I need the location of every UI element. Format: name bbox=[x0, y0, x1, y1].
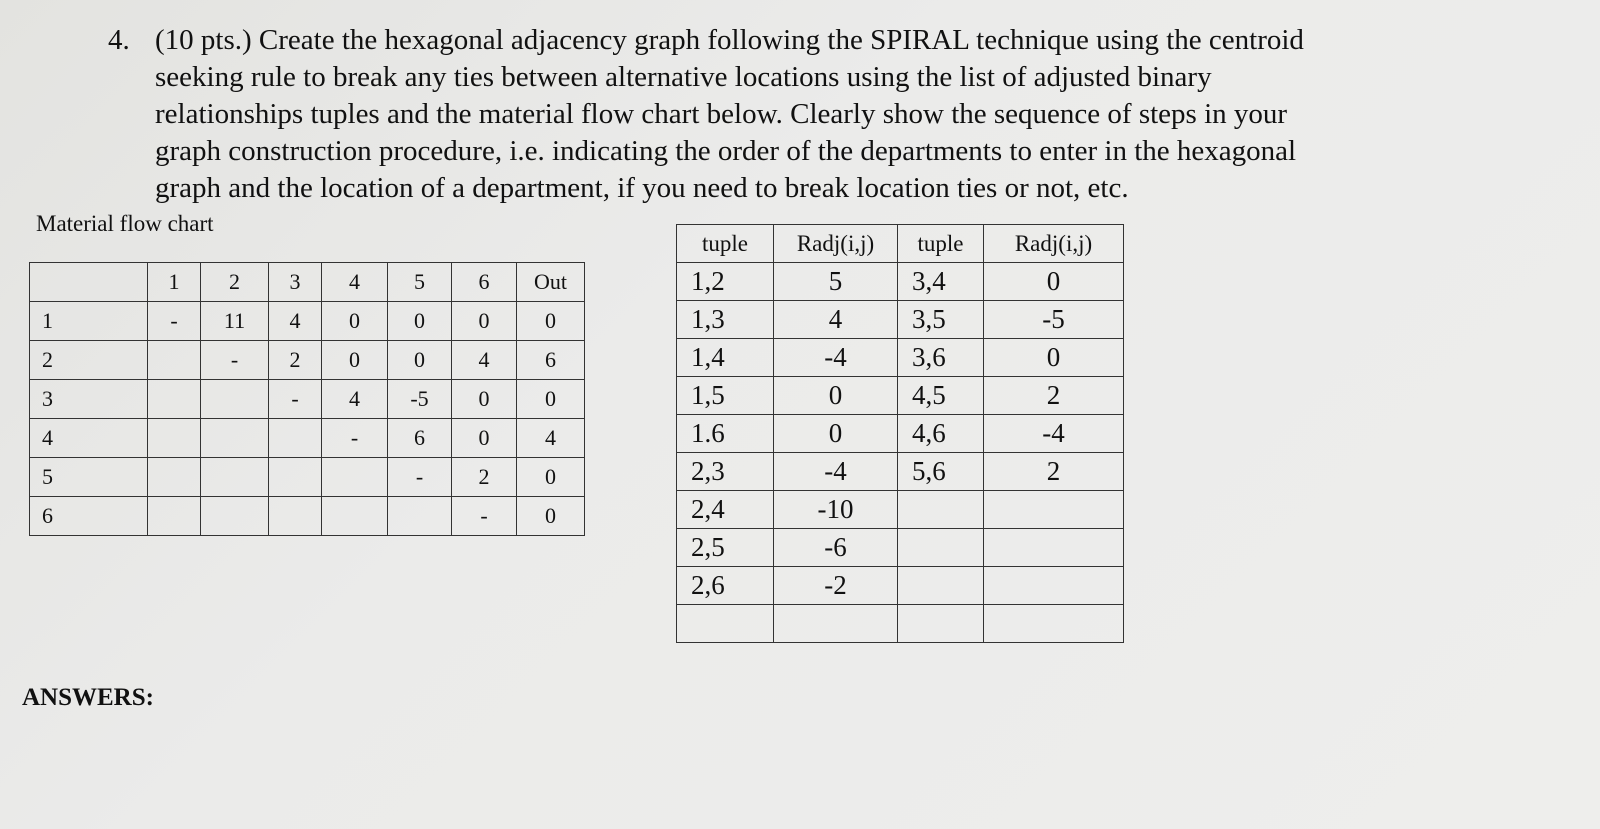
table-cell: - bbox=[452, 497, 517, 536]
table-header-cell bbox=[30, 263, 148, 302]
question-line: seeking rule to break any ties between alternative locations using the list of adjusted binary bbox=[155, 61, 1212, 93]
radj-value-cell: -5 bbox=[984, 301, 1124, 339]
tuple-cell: 1,5 bbox=[677, 377, 774, 415]
radj-value-cell bbox=[984, 605, 1124, 643]
tuple-cell: 1.6 bbox=[677, 415, 774, 453]
table-cell: - bbox=[322, 419, 388, 458]
row-label: 5 bbox=[30, 458, 148, 497]
table-cell bbox=[201, 419, 269, 458]
tuple-cell: 2,4 bbox=[677, 491, 774, 529]
question-line: graph and the location of a department, if you need to break location ties or not, etc. bbox=[155, 172, 1129, 204]
tuple-cell bbox=[677, 605, 774, 643]
table-cell: 0 bbox=[322, 302, 388, 341]
table-header-cell: tuple bbox=[677, 225, 774, 263]
table-header-cell: tuple bbox=[898, 225, 984, 263]
table-cell: 4 bbox=[452, 341, 517, 380]
table-cell bbox=[201, 497, 269, 536]
tuple-cell: 3,5 bbox=[898, 301, 984, 339]
tuple-cell: 2,6 bbox=[677, 567, 774, 605]
question-line: relationships tuples and the material flow chart below. Clearly show the sequence of steps in your bbox=[155, 98, 1288, 130]
tuple-cell: 4,6 bbox=[898, 415, 984, 453]
table-cell: 0 bbox=[452, 302, 517, 341]
table-header-cell: 5 bbox=[388, 263, 452, 302]
table-cell bbox=[269, 497, 322, 536]
table-cell: - bbox=[388, 458, 452, 497]
table-cell bbox=[148, 341, 201, 380]
table-row bbox=[677, 339, 1124, 377]
table-cell bbox=[148, 419, 201, 458]
table-cell: 4 bbox=[517, 419, 585, 458]
table-row bbox=[677, 567, 1124, 605]
question-number: 4. bbox=[108, 24, 130, 56]
table-row bbox=[30, 458, 585, 497]
table-row bbox=[30, 380, 585, 419]
table-header-cell: Radj(i,j) bbox=[984, 225, 1124, 263]
tuple-cell: 5,6 bbox=[898, 453, 984, 491]
table-cell: 4 bbox=[269, 302, 322, 341]
radj-value-cell: -4 bbox=[984, 415, 1124, 453]
tuple-cell bbox=[898, 605, 984, 643]
row-label: 1 bbox=[30, 302, 148, 341]
tuple-cell: 2,5 bbox=[677, 529, 774, 567]
table-row bbox=[677, 605, 1124, 643]
table-cell: 4 bbox=[322, 380, 388, 419]
table-row bbox=[30, 341, 585, 380]
table-row bbox=[677, 301, 1124, 339]
table-cell: 0 bbox=[452, 419, 517, 458]
table-header-cell: 1 bbox=[148, 263, 201, 302]
tuple-cell: 2,3 bbox=[677, 453, 774, 491]
table-row bbox=[30, 497, 585, 536]
table-cell bbox=[148, 458, 201, 497]
radj-table bbox=[676, 224, 1124, 643]
table-header-row bbox=[30, 263, 585, 302]
table-cell bbox=[322, 497, 388, 536]
tuple-cell: 1,3 bbox=[677, 301, 774, 339]
table-cell bbox=[201, 458, 269, 497]
table-cell: 6 bbox=[388, 419, 452, 458]
table-cell: 0 bbox=[452, 380, 517, 419]
radj-value-cell bbox=[984, 567, 1124, 605]
table-cell: 0 bbox=[517, 302, 585, 341]
table-cell: -5 bbox=[388, 380, 452, 419]
question-text bbox=[155, 22, 1495, 207]
table-header-cell: 3 bbox=[269, 263, 322, 302]
radj-value-cell: -2 bbox=[774, 567, 898, 605]
table-cell: - bbox=[201, 341, 269, 380]
table-cell bbox=[201, 380, 269, 419]
table-cell: 0 bbox=[517, 380, 585, 419]
table-cell: 0 bbox=[322, 341, 388, 380]
table-row bbox=[677, 377, 1124, 415]
table-cell: 0 bbox=[517, 497, 585, 536]
table-header-cell: 4 bbox=[322, 263, 388, 302]
table-row bbox=[677, 263, 1124, 301]
row-label: 2 bbox=[30, 341, 148, 380]
table-cell: 2 bbox=[452, 458, 517, 497]
table-header-cell: Out bbox=[517, 263, 585, 302]
table-cell: 0 bbox=[388, 302, 452, 341]
table-cell: 0 bbox=[517, 458, 585, 497]
table-header-cell: 6 bbox=[452, 263, 517, 302]
table-row bbox=[677, 453, 1124, 491]
tuple-cell: 1,2 bbox=[677, 263, 774, 301]
radj-value-cell: 0 bbox=[774, 415, 898, 453]
tuple-cell bbox=[898, 529, 984, 567]
tuple-cell: 3,6 bbox=[898, 339, 984, 377]
radj-value-cell: -4 bbox=[774, 453, 898, 491]
table-cell: - bbox=[148, 302, 201, 341]
table-cell bbox=[269, 419, 322, 458]
table-row bbox=[677, 491, 1124, 529]
radj-value-cell bbox=[984, 529, 1124, 567]
radj-value-cell: 5 bbox=[774, 263, 898, 301]
material-flow-table bbox=[29, 262, 585, 536]
tuple-cell bbox=[898, 567, 984, 605]
table-cell bbox=[269, 458, 322, 497]
tuple-cell: 4,5 bbox=[898, 377, 984, 415]
table-cell bbox=[148, 497, 201, 536]
table-cell: 0 bbox=[388, 341, 452, 380]
table-row bbox=[677, 529, 1124, 567]
table-cell: 6 bbox=[517, 341, 585, 380]
table-header-cell: Radj(i,j) bbox=[774, 225, 898, 263]
tuple-cell: 3,4 bbox=[898, 263, 984, 301]
table-header-row bbox=[677, 225, 1124, 263]
table-cell bbox=[322, 458, 388, 497]
radj-value-cell: 0 bbox=[774, 377, 898, 415]
radj-value-cell bbox=[984, 491, 1124, 529]
table-cell bbox=[148, 380, 201, 419]
row-label: 4 bbox=[30, 419, 148, 458]
table-row bbox=[30, 419, 585, 458]
radj-value-cell: -10 bbox=[774, 491, 898, 529]
radj-value-cell: 0 bbox=[984, 339, 1124, 377]
material-flow-title: Material flow chart bbox=[36, 211, 214, 236]
table-row bbox=[677, 415, 1124, 453]
table-cell bbox=[388, 497, 452, 536]
tuple-cell: 1,4 bbox=[677, 339, 774, 377]
row-label: 6 bbox=[30, 497, 148, 536]
question-line: graph construction procedure, i.e. indicating the order of the departments to enter in the hexagonal bbox=[155, 135, 1297, 167]
table-cell: 11 bbox=[201, 302, 269, 341]
radj-value-cell: 2 bbox=[984, 377, 1124, 415]
question-line: (10 pts.) Create the hexagonal adjacency graph following the SPIRAL technique using the centroid bbox=[155, 24, 1304, 56]
table-row bbox=[30, 302, 585, 341]
tuple-cell bbox=[898, 491, 984, 529]
row-label: 3 bbox=[30, 380, 148, 419]
radj-value-cell: -6 bbox=[774, 529, 898, 567]
table-cell: 2 bbox=[269, 341, 322, 380]
table-header-cell: 2 bbox=[201, 263, 269, 302]
radj-value-cell bbox=[774, 605, 898, 643]
radj-value-cell: 0 bbox=[984, 263, 1124, 301]
radj-value-cell: 4 bbox=[774, 301, 898, 339]
radj-value-cell: 2 bbox=[984, 453, 1124, 491]
answers-label: ANSWERS: bbox=[22, 684, 154, 711]
table-cell: - bbox=[269, 380, 322, 419]
radj-value-cell: -4 bbox=[774, 339, 898, 377]
